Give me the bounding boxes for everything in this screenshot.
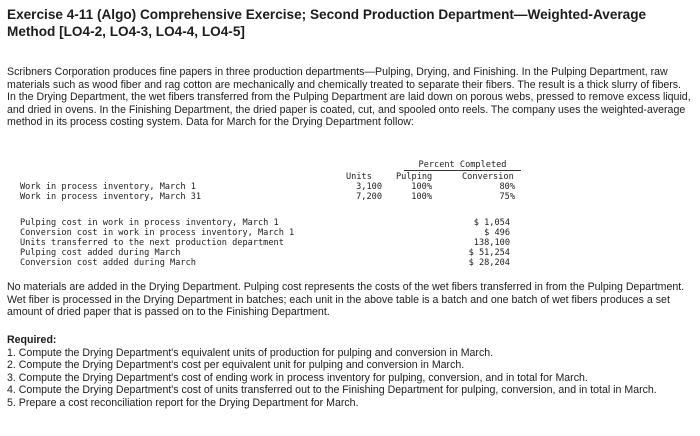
wip-begin-label: Work in process inventory, March 1 [20, 182, 196, 192]
cost-label-4: Pulping cost added during March [20, 248, 181, 258]
wip-end-label: Work in process inventory, March 31 [20, 192, 202, 202]
col-units-header: Units [346, 172, 372, 182]
header-rule [404, 170, 521, 171]
cost-value-5: $ 28,204 [468, 258, 510, 268]
cost-label-2: Conversion cost in work in process inventory, March 1 [20, 228, 295, 238]
cost-value-3: 138,100 [473, 238, 510, 248]
wip-begin-units: 3,100 [356, 182, 382, 192]
wip-begin-conversion: 80% [499, 182, 515, 192]
required-item-4: 4. Compute the Drying Department's cost of units transferred out to the Finishing Department for pulping, conversion, and in total in March. [7, 384, 657, 397]
cost-label-5: Conversion cost added during March [20, 258, 196, 268]
required-section [7, 334, 691, 410]
wip-end-pulping: 100% [411, 192, 432, 202]
required-item-3: 3. Compute the Drying Department's cost of ending work in process inventory for pulping, conversion, and in total for March. [7, 371, 588, 384]
cost-label-1: Pulping cost in work in process inventory, March 1 [20, 218, 279, 228]
required-item-2: 2. Compute the Drying Department's cost per equivalent unit for pulping and conversion in March. [7, 359, 465, 372]
intro-paragraph: Scribners Corporation produces fine papers in three production departments—Pulping, Drying, and Finishing. In the Pulping Department, raw materials such as wood fiber and rag cotton are mechanically and chemically treated to separate their fibers. The result is a thick slurry of fibers. In the Drying Department, the wet fibers transferred from the Pulping Department are laid down on porous webs, pressed to remove excess liquid, and dried in ovens. In the Finishing Department, the dried paper is coated, cut, and spooled onto reels. The company uses the weighted-average method in its process costing system. Data for March for the Drying Department follow: [7, 66, 691, 129]
wip-end-conversion: 75% [499, 192, 515, 202]
col-pulping-header: Pulping [396, 172, 433, 182]
cost-value-2: $ 496 [484, 228, 510, 238]
cost-value-1: $ 1,054 [473, 218, 510, 228]
exercise-title: Exercise 4-11 (Algo) Comprehensive Exercise; Second Production Department—Weighted-Average Method [LO4-2, LO4-3, LO4-4, LO4-5] [7, 7, 647, 39]
cost-value-4: $ 51,254 [468, 248, 510, 258]
col-conversion-header: Conversion [462, 172, 514, 182]
cost-label-3: Units transferred to the next production department [20, 238, 284, 248]
required-item-5: 5. Prepare a cost reconciliation report for the Drying Department for March. [7, 396, 359, 409]
note-paragraph: No materials are added in the Drying Department. Pulping cost represents the costs of the wet fibers transferred in from the Pulping Department. Wet fiber is processed in the Drying Department in batches; each unit in the above table is a batch and one batch of wet fibers produces a set amount of dried paper that is passed on to the Finishing Department. [7, 281, 685, 319]
required-heading: Required: [7, 334, 57, 346]
wip-end-units: 7,200 [356, 192, 382, 202]
wip-begin-pulping: 100% [411, 182, 432, 192]
percent-completed-header: Percent Completed [418, 160, 507, 170]
required-item-1: 1. Compute the Drying Department's equivalent units of production for pulping and conversion in March. [7, 346, 494, 359]
